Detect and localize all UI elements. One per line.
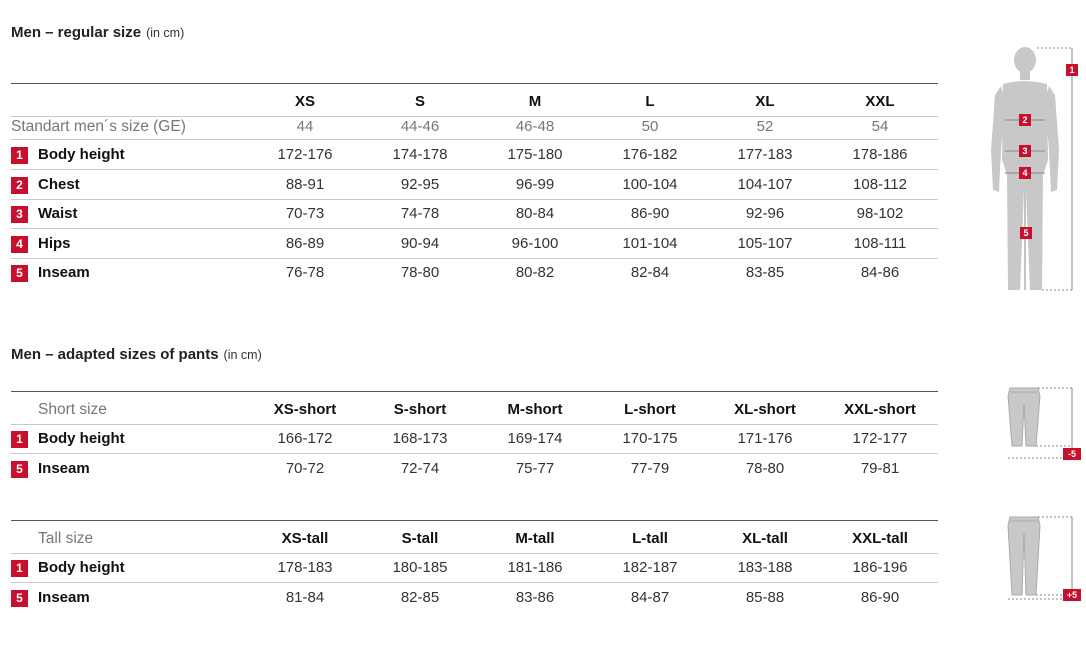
size-header-l-short: L-short [624, 401, 676, 418]
regular-size-unit: (in cm) [146, 26, 185, 40]
adapted-size-title [11, 346, 262, 363]
tall-size-header-row [11, 524, 938, 554]
size-header-xl-tall: XL-tall [742, 530, 788, 547]
table-cell: 81-84 [285, 589, 325, 606]
row-label: Inseam [38, 589, 90, 606]
adapted-size-title-text: Men – adapted sizes of pants [11, 346, 219, 363]
tall-table-top-rule [11, 520, 938, 521]
table-cell: 176-182 [622, 146, 678, 163]
size-header-l-tall: L-tall [632, 530, 668, 547]
size-header-l: L [645, 93, 655, 110]
figure-marker-badge: 1 [1066, 64, 1078, 76]
tall-row-inseam [11, 583, 938, 612]
marker-badge: 1 [11, 560, 28, 577]
table-row-inseam [11, 258, 938, 287]
table-cell: 90-94 [400, 235, 440, 252]
table-cell: 108-112 [853, 176, 907, 193]
short-size-label: Short size [38, 401, 107, 418]
marker-badge: 5 [11, 590, 28, 607]
figure-marker-badge: 5 [1020, 227, 1032, 239]
marker-badge: 2 [11, 177, 28, 194]
short-size-header-row [11, 395, 938, 425]
size-header-m: M [528, 93, 542, 110]
table-cell: 70-73 [285, 205, 325, 222]
row-label: Chest [38, 176, 80, 193]
table-cell: 80-82 [515, 264, 555, 281]
size-header-xxl-tall: XXL-tall [852, 530, 908, 547]
table-cell: 79-81 [860, 460, 900, 477]
tall-row-body-height [11, 553, 938, 583]
table-cell: 80-84 [515, 205, 555, 222]
table-cell: 175-180 [507, 146, 563, 163]
table-cell: 78-80 [745, 460, 785, 477]
table-cell: 104-107 [737, 176, 793, 193]
size-header-s: S [414, 93, 425, 110]
table-cell: 180-185 [392, 559, 448, 576]
table-cell: 44 [296, 118, 314, 135]
size-header-xxl-short: XXL-short [844, 401, 916, 418]
table-cell: 183-188 [737, 559, 793, 576]
size-header-xl: XL [755, 93, 775, 110]
size-header-xs: XS [294, 93, 315, 110]
table-cell: 83-85 [745, 264, 785, 281]
table-cell: 177-183 [737, 146, 793, 163]
table-row-waist [11, 199, 938, 229]
table-cell: 84-87 [630, 589, 670, 606]
table-cell: 178-186 [852, 146, 908, 163]
adapted-size-unit: (in cm) [223, 348, 262, 362]
table-cell: 174-178 [392, 146, 448, 163]
tall-size-label: Tall size [38, 530, 94, 547]
table-row-chest [11, 170, 938, 200]
table-cell: 52 [756, 118, 774, 135]
marker-badge: 1 [11, 431, 28, 448]
size-header-xxl: XXL [865, 93, 895, 110]
regular-size-title-text: Men – regular size [11, 24, 142, 41]
row-label: Body height [38, 559, 125, 576]
table-cell: 178-183 [277, 559, 333, 576]
table-cell: 83-86 [515, 589, 555, 606]
body-silhouette-icon [985, 40, 1086, 296]
marker-badge: 1 [11, 147, 28, 164]
size-header-xs-short: XS-short [273, 401, 337, 418]
size-header-s-tall: S-tall [401, 530, 439, 547]
table-cell: 182-187 [622, 559, 678, 576]
row-label: Body height [38, 430, 125, 447]
figure-marker-badge: 3 [1019, 145, 1031, 157]
table-cell: 170-175 [622, 430, 678, 447]
table-cell: 96-99 [515, 176, 555, 193]
table-cell: 105-107 [737, 235, 793, 252]
table-cell: 54 [871, 118, 889, 135]
table-cell: 100-104 [622, 176, 678, 193]
size-header-s-short: S-short [393, 401, 447, 418]
table-row-body-height [11, 140, 938, 170]
row-label: Body height [38, 146, 125, 163]
table-cell: 171-176 [737, 430, 793, 447]
size-header-xs-tall: XS-tall [281, 530, 329, 547]
table-cell: 78-80 [400, 264, 440, 281]
table-cell: 88-91 [285, 176, 325, 193]
short-row-body-height [11, 424, 938, 454]
size-header-m-tall: M-tall [515, 530, 555, 547]
row-label: Inseam [38, 264, 90, 281]
table-cell: 75-77 [515, 460, 555, 477]
table-cell: 169-174 [507, 430, 563, 447]
standard-size-label: Standart men´s size (GE) [11, 118, 186, 135]
table-cell: 76-78 [285, 264, 325, 281]
short-row-inseam [11, 454, 938, 483]
table-cell: 168-173 [392, 430, 448, 447]
table-cell: 84-86 [860, 264, 900, 281]
table-cell: 82-85 [400, 589, 440, 606]
size-header-m-short: M-short [507, 401, 563, 418]
size-header-xl-short: XL-short [734, 401, 796, 418]
table-cell: 98-102 [856, 205, 904, 222]
marker-badge: 3 [11, 206, 28, 223]
tall-marker-badge: +5 [1063, 589, 1081, 601]
figure-marker-badge: 2 [1019, 114, 1031, 126]
row-label: Inseam [38, 460, 90, 477]
table-cell: 86-90 [860, 589, 900, 606]
table-cell: 72-74 [400, 460, 440, 477]
table-cell: 181-186 [507, 559, 563, 576]
table-cell: 92-96 [745, 205, 785, 222]
figure-marker-badge: 4 [1019, 167, 1031, 179]
table-cell: 85-88 [745, 589, 785, 606]
table-cell: 50 [641, 118, 659, 135]
table-cell: 186-196 [852, 559, 908, 576]
short-marker-badge: -5 [1063, 448, 1081, 460]
table-cell: 77-79 [630, 460, 670, 477]
table-cell: 108-111 [853, 235, 907, 252]
marker-badge: 5 [11, 461, 28, 478]
standard-size-row [11, 114, 938, 140]
table-cell: 172-176 [277, 146, 333, 163]
table-cell: 86-89 [285, 235, 325, 252]
short-table-top-rule [11, 391, 938, 392]
regular-table-top-rule [11, 83, 938, 84]
marker-badge: 4 [11, 236, 28, 253]
table-cell: 86-90 [630, 205, 670, 222]
table-cell: 46-48 [515, 118, 555, 135]
table-cell: 101-104 [622, 235, 678, 252]
table-cell: 82-84 [630, 264, 670, 281]
table-cell: 96-100 [511, 235, 559, 252]
row-label: Waist [38, 205, 78, 222]
regular-size-header-row [11, 87, 938, 117]
marker-badge: 5 [11, 265, 28, 282]
table-cell: 74-78 [400, 205, 440, 222]
table-cell: 70-72 [285, 460, 325, 477]
table-row-hips [11, 229, 938, 259]
table-cell: 92-95 [400, 176, 440, 193]
regular-size-title [11, 24, 184, 41]
table-cell: 44-46 [400, 118, 440, 135]
table-cell: 172-177 [852, 430, 908, 447]
table-cell: 166-172 [277, 430, 333, 447]
row-label: Hips [38, 235, 71, 252]
